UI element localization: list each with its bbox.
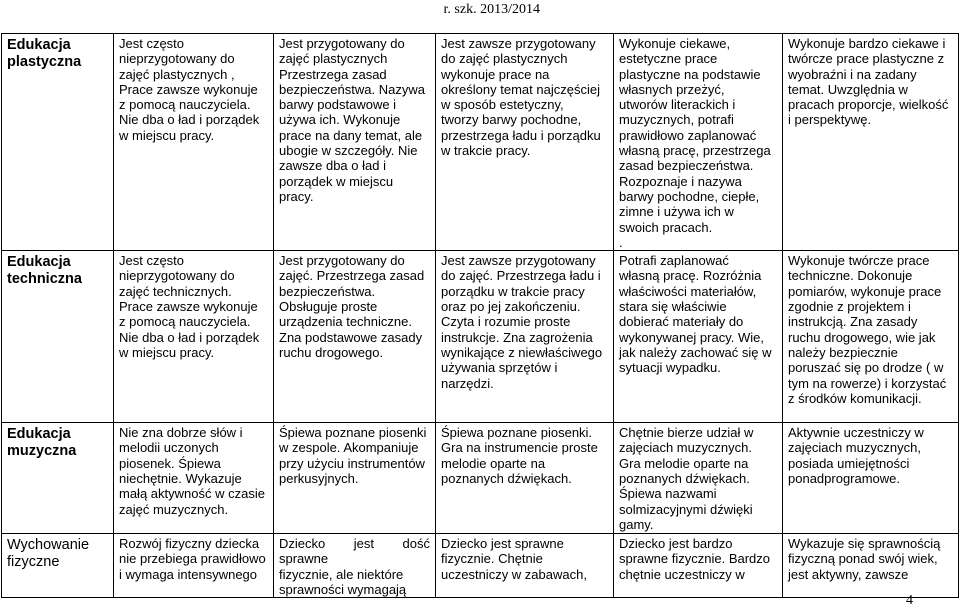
- table-cell: Aktywnie uczestniczy w zajęciach muzycznych, posiada umiejętności ponadprogramowe.: [783, 423, 959, 534]
- table-cell: Chętnie bierze udział w zajęciach muzycznych. Gra melodie oparte na poznanych dźwiękach. Śpiewa nazwami solmizacyjnymi dźwięki gamy.: [614, 423, 783, 534]
- table-cell: Wykonuje ciekawe, estetyczne prace plastyczne na podstawie własnych przeżyć, utworów literackich i muzycznych, potrafi prawidłowo zaplanować własną pracę, przestrzega zasad bezpieczeństwa. Rozpoznaje i nazywa barwy pochodne, ciepłe, zimne i używa ich w swoich pracach. .: [614, 34, 783, 251]
- row-label: Edukacja muzyczna: [2, 423, 114, 534]
- row-label: Edukacja techniczna: [2, 251, 114, 423]
- table-cell: Śpiewa poznane piosenki. Gra na instrumencie proste melodie oparte na poznanych dźwiękach.: [436, 423, 614, 534]
- table-cell: Śpiewa poznane piosenki w zespole. Akompaniuje przy użyciu instrumentów perkusyjnych.: [274, 423, 436, 534]
- table-row: [2, 423, 959, 534]
- table-cell: Jest przygotowany do zajęć. Przestrzega zasad bezpieczeństwa. Obsługuje proste urządzenia techniczne. Zna podstawowe zasady ruchu drogowego.: [274, 251, 436, 423]
- table-cell: Jest często nieprzygotowany do zajęć plastycznych , Prace zawsze wykonuje z pomocą nauczyciela. Nie dba o ład i porządek w miejscu pracy.: [114, 34, 274, 251]
- table-cell: Wykonuje bardzo ciekawe i twórcze prace plastyczne z wyobraźni i na zadany temat. Uwzględnia w pracach proporcje, wielkość i perspektywę.: [783, 34, 959, 251]
- table-row: [2, 534, 959, 598]
- table-cell: Rozwój fizyczny dziecka nie przebiega prawidłowo i wymaga intensywnego: [114, 534, 274, 598]
- table-cell: Jest przygotowany do zajęć plastycznych Przestrzega zasad bezpieczeństwa. Nazywa barwy podstawowe i używa ich. Wykonuje prace na dany temat, ale ubogie w szczegóły. Nie zawsze dba o ład i porządek w miejscu pracy.: [274, 34, 436, 251]
- table-cell: Wykonuje twórcze prace techniczne. Dokonuje pomiarów, wykonuje prace zgodnie z projektem i instrukcją. Zna zasady ruchu drogowego, wie jak należy bezpiecznie poruszać się po drodze ( w tym na rowerze) i korzystać z środków komunikacji.: [783, 251, 959, 423]
- table-cell: Potrafi zaplanować własną pracę. Rozróżnia właściwości materiałów, stara się właściwie dobierać materiały do wykonywanej pracy. Wie, jak należy zachować się w sytuacji wypadku.: [614, 251, 783, 423]
- row-label: Wychowanie fizyczne: [2, 534, 114, 598]
- table-cell: Dziecko jest sprawne fizycznie. Chętnie uczestniczy w zabawach,: [436, 534, 614, 598]
- row-label: Edukacja plastyczna: [2, 34, 114, 251]
- table-row: [2, 34, 959, 251]
- page-header: r. szk. 2013/2014: [443, 2, 540, 17]
- table-row: [2, 251, 959, 423]
- table-cell: Jest zawsze przygotowany do zajęć. Przestrzega ładu i porządku w trakcie pracy oraz po jej zakończeniu. Czyta i rozumie proste instrukcje. Zna zagrożenia wynikające z niewłaściwego używania sprzętów i narzędzi.: [436, 251, 614, 423]
- page-number: 4: [906, 593, 913, 608]
- table-cell: Nie zna dobrze słów i melodii uczonych piosenek. Śpiewa niechętnie. Wykazuje małą aktywność w czasie zajęć muzycznych.: [114, 423, 274, 534]
- table-cell: Jest często nieprzygotowany do zajęć technicznych. Prace zawsze wykonuje z pomocą nauczyciela. Nie dba o ład i porządek w miejscu pracy.: [114, 251, 274, 423]
- table-cell: Wykazuje się sprawnością fizyczną ponad swój wiek, jest aktywny, zawsze: [783, 534, 959, 598]
- grading-table: [1, 33, 959, 598]
- table-cell: Dziecko jest bardzo sprawne fizycznie. Bardzo chętnie uczestniczy w: [614, 534, 783, 598]
- table-cell: Jest zawsze przygotowany do zajęć plastycznych wykonuje prace na określony temat najczęściej w sposób estetyczny, tworzy barwy pochodne, przestrzega ładu i porządku w trakcie pracy.: [436, 34, 614, 251]
- table-cell: Dziecko jest dość sprawne fizycznie, ale niektóre sprawności wymagają: [274, 534, 436, 598]
